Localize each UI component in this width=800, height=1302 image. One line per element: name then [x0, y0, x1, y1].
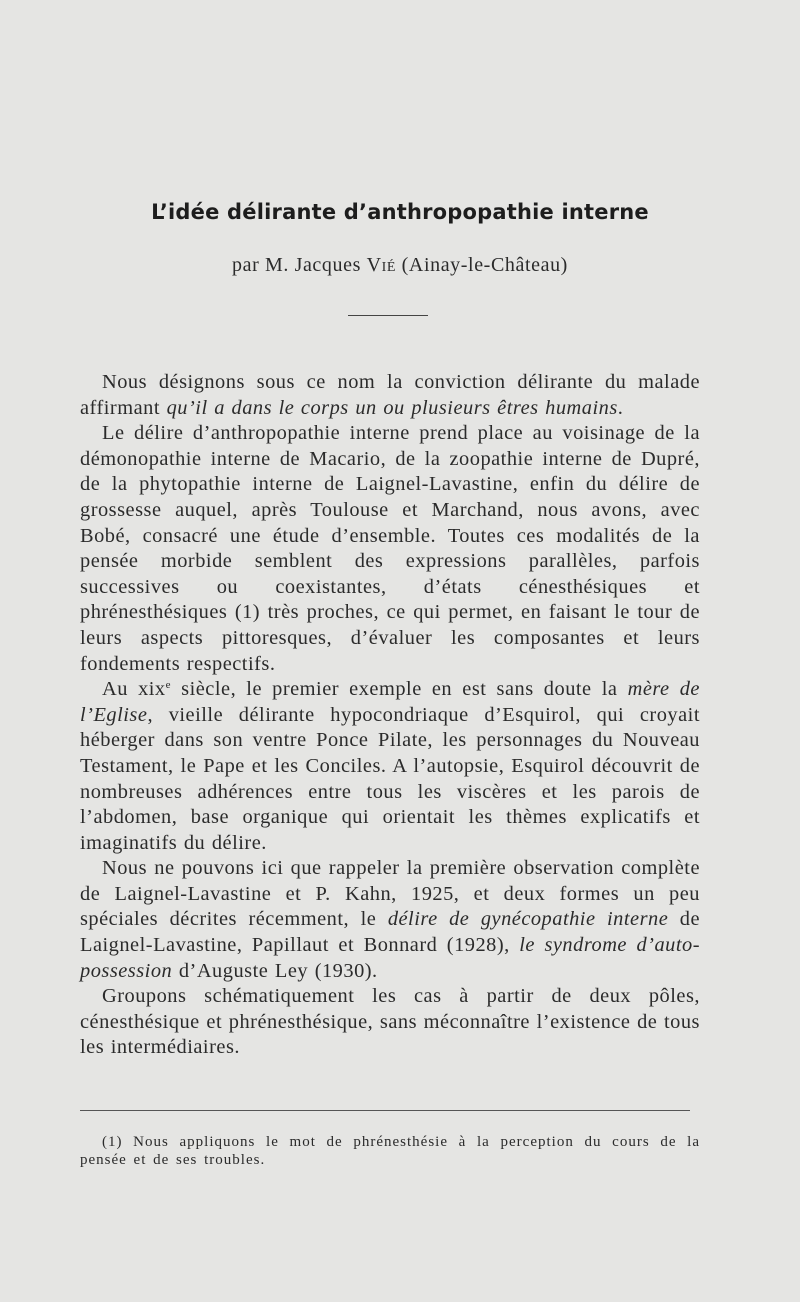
p3-text-a: Au	[102, 678, 139, 701]
p1-end: .	[617, 396, 624, 419]
p4-italic-2: le syndrome d’auto-possession	[80, 934, 700, 982]
author-surname: Vié	[366, 254, 397, 276]
article-title: L’idée délirante d’anthropopathie interne	[151, 200, 649, 224]
footnote	[80, 1133, 700, 1169]
p1-italic: qu’il a dans le corps un ou plusieurs êtres humains	[166, 396, 618, 419]
paragraph-5: Groupons schématiquement les cas à partir de deux pôles, cénesthésique et phrénesthésique, sans méconnaître l’existence de tous les intermédiaires.	[80, 985, 700, 1059]
p4-text-c: de Laignel-Lavastine, Papillaut et Bonnard (1928),	[80, 908, 700, 957]
p3-italic: mère de l’Eglise	[80, 678, 700, 726]
paragraph-3	[80, 677, 700, 856]
paragraph-1	[80, 370, 700, 421]
paragraph-4	[80, 856, 700, 984]
footnote-rule	[80, 1110, 690, 1111]
byline	[0, 254, 800, 277]
p1-text: Nous désignons sous ce nom la conviction délirante du malade affirmant	[80, 371, 700, 419]
p3-century: xix	[138, 678, 166, 701]
paragraph-2: Le délire d’anthropopathie interne prend place au voisinage de la démonopathie interne de Macario, de la zoopathie interne de Dupré, de la phytopathie interne de Laignel-Lavastine, enfin du délire de grossesse auquel, après Toulouse et Marchand, nous avons, avec Bobé, consacré une étude d’ensemble. Toutes ces modalités de la pensée morbide semblent des expressions parallèles, parfois successives ou coexistantes, d’états cénesthésiques et phrénesthésiques (1) très proches, ce qui permet, en faisant le tour de leurs aspects pittoresques, d’évaluer les composantes et leurs fondements respectifs.	[80, 422, 700, 675]
article-body	[80, 370, 700, 1061]
title-separator-rule	[348, 315, 428, 316]
p4-text-e: d’Auguste Ley (1930).	[172, 959, 378, 982]
byline-location: (Ainay-le-Château)	[396, 254, 568, 276]
p3-text-b: siècle, le premier exemple en est sans doute la	[171, 678, 628, 701]
p4-italic-1: délire de gynécopathie interne	[387, 908, 669, 931]
footnote-text: (1) Nous appliquons le mot de phrénesthésie à la perception du cours de la pensée et de ses troubles.	[80, 1134, 700, 1168]
p3-superscript: e	[165, 679, 172, 692]
p3-text-d: , vieille délirante hypocondriaque d’Esquirol, qui croyait héberger dans son ventre Ponce Pilate, les personnages du Nouveau Testament, le Pape et les Conciles. A l’autopsie, Esquirol découvrit de nombreuses adhérences entre tous les viscères et les parois de l’abdomen, base organique qui orientait les thèmes explicatifs et imaginatifs du délire.	[80, 703, 700, 854]
byline-prefix: par M. Jacques	[232, 254, 367, 276]
p4-text-a: Nous ne pouvons ici que rappeler la première observation complète de Laignel-Lavastine et P. Kahn, 1925, et deux formes un peu spéciales décrites récemment, le	[80, 857, 700, 931]
